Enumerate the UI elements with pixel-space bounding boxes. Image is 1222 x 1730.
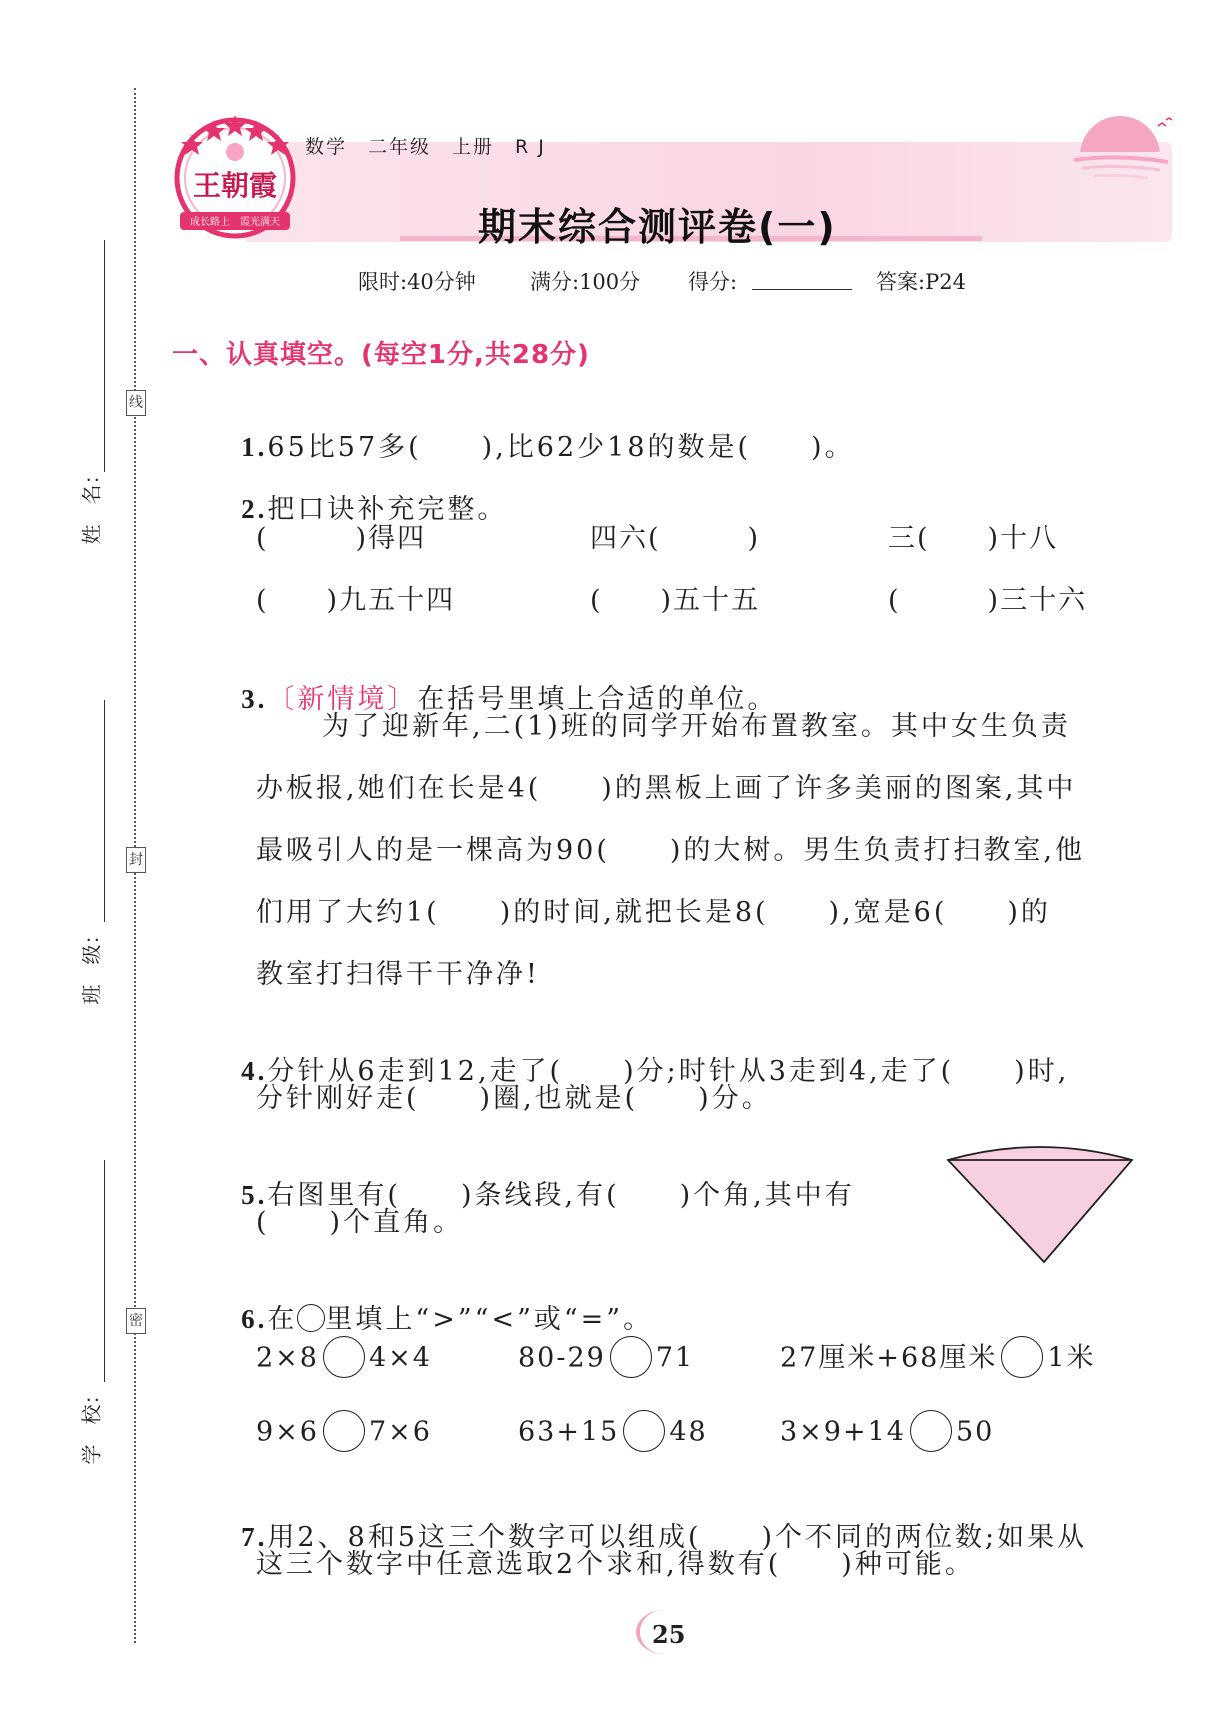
question-4-cont[interactable]: 分针刚好走( )圈,也就是( )分。 [256, 1083, 772, 1114]
rhyme-blank[interactable]: ( )五十五 [590, 585, 761, 616]
compare-right: 4×4 [368, 1342, 432, 1374]
compare-item [518, 1412, 708, 1454]
compare-right: 50 [955, 1416, 995, 1448]
question-text[interactable]: 右图里有( )条线段,有( )个角,其中有 [267, 1180, 855, 1211]
school-field-label: 学 校： [79, 1384, 104, 1465]
question-number: 7. [241, 1522, 268, 1552]
question-number: 1. [241, 432, 268, 462]
passage-line: 为了迎新年,二(1)班的同学开始布置教室。其中女生负责 [322, 711, 1071, 742]
compare-left: 80-29 [518, 1342, 606, 1374]
name-field-line[interactable] [104, 240, 105, 472]
question-number: 2. [241, 494, 268, 524]
compare-circle[interactable] [323, 1410, 365, 1452]
full-score: 满分:100分 [530, 270, 641, 294]
fan-figure [940, 1138, 1140, 1268]
subject-label: 数学 二年级 上册 R J [305, 136, 546, 158]
compare-left: 9×6 [256, 1416, 319, 1448]
page-number: 25 [652, 1620, 686, 1649]
question-5 [218, 1144, 855, 1213]
class-field-line[interactable] [104, 700, 105, 922]
question-4 [218, 1020, 1069, 1089]
question-text: 在括号里填上合适的单位。 [417, 684, 778, 715]
question-text[interactable]: 65比57多( ),比62少18的数是( )。 [267, 432, 855, 463]
new-context-tag: 〔新情境〕 [267, 684, 418, 715]
cut-label-secret: 密 [126, 1308, 146, 1334]
question-number: 5. [241, 1180, 268, 1210]
passage-line[interactable]: 办板报,她们在长是4( )的黑板上画了许多美丽的图案,其中 [256, 773, 1077, 804]
score-field[interactable] [752, 266, 852, 290]
logo-text: 王朝霞 [192, 169, 277, 202]
question-text: 里填上“>”“<”或“=”。 [325, 1304, 654, 1335]
answer-ref: 答案:P24 [876, 270, 966, 294]
question-1 [218, 396, 855, 465]
compare-right: 48 [669, 1416, 708, 1448]
passage-line[interactable]: 最吸引人的是一棵高为90( )的大树。男生负责打扫教室,他 [256, 835, 1086, 866]
circle-icon [297, 1304, 325, 1332]
rhyme-blank[interactable]: 三( )十八 [888, 523, 1059, 554]
compare-item [780, 1412, 994, 1454]
compare-right: 71 [655, 1342, 695, 1374]
compare-circle[interactable] [910, 1410, 952, 1452]
sunset-icon [1068, 112, 1180, 200]
question-7-cont[interactable]: 这三个数字中任意选取2个求和,得数有( )种可能。 [256, 1549, 975, 1580]
rhyme-blank[interactable]: ( )得四 [256, 523, 427, 554]
compare-right: 7×6 [368, 1416, 432, 1448]
rhyme-blank[interactable]: ( )九五十四 [256, 585, 456, 616]
question-text: 把口诀补充完整。 [267, 494, 508, 525]
time-limit: 限时:40分钟 [358, 270, 476, 294]
compare-circle[interactable] [1001, 1336, 1043, 1378]
question-number: 4. [241, 1056, 268, 1086]
question-2 [218, 458, 507, 527]
compare-item [256, 1412, 432, 1454]
compare-left: 27厘米+68厘米 [780, 1342, 998, 1374]
question-7 [218, 1486, 1087, 1555]
question-6 [218, 1268, 653, 1337]
logo-slogan: 成长路上 霞光满天 [190, 217, 280, 228]
compare-item [780, 1338, 1096, 1380]
name-field-label: 姓 名： [79, 464, 104, 545]
compare-circle[interactable] [323, 1336, 365, 1378]
page-title: 期末综合测评卷(一) [478, 205, 837, 249]
compare-item [518, 1338, 694, 1380]
compare-left: 2×8 [256, 1342, 319, 1374]
score-label: 得分: [688, 270, 738, 294]
compare-left: 63+15 [518, 1416, 620, 1448]
class-field-label: 班 级： [79, 924, 104, 1005]
question-5-cont[interactable]: ( )个直角。 [256, 1207, 464, 1238]
question-text[interactable]: 分针从6走到12,走了( )分;时针从3走到4,走了( )时, [267, 1056, 1070, 1087]
question-number: 3. [241, 684, 268, 714]
passage-line: 教室打扫得干干净净! [256, 959, 540, 990]
compare-circle[interactable] [623, 1410, 665, 1452]
compare-circle[interactable] [610, 1336, 652, 1378]
section-heading: 一、认真填空。(每空1分,共28分) [172, 340, 590, 370]
compare-right: 1米 [1047, 1342, 1096, 1374]
rhyme-blank[interactable]: 四六( ) [590, 523, 761, 554]
cut-label-line: 线 [126, 390, 146, 416]
logo [172, 112, 298, 242]
cut-label-seal: 封 [126, 847, 146, 873]
compare-item [256, 1338, 432, 1380]
passage-line[interactable]: 们用了大约1( )的时间,就把长是8( ),宽是6( )的 [256, 897, 1051, 928]
rhyme-blank[interactable]: ( )三十六 [888, 585, 1088, 616]
question-number: 6. [241, 1304, 268, 1334]
question-3 [218, 648, 777, 717]
compare-left: 3×9+14 [780, 1416, 906, 1448]
question-text-prefix: 在 [267, 1304, 298, 1335]
question-text[interactable]: 用2、8和5这三个数字可以组成( )个不同的两位数;如果从 [267, 1522, 1088, 1553]
school-field-line[interactable] [104, 1160, 105, 1382]
